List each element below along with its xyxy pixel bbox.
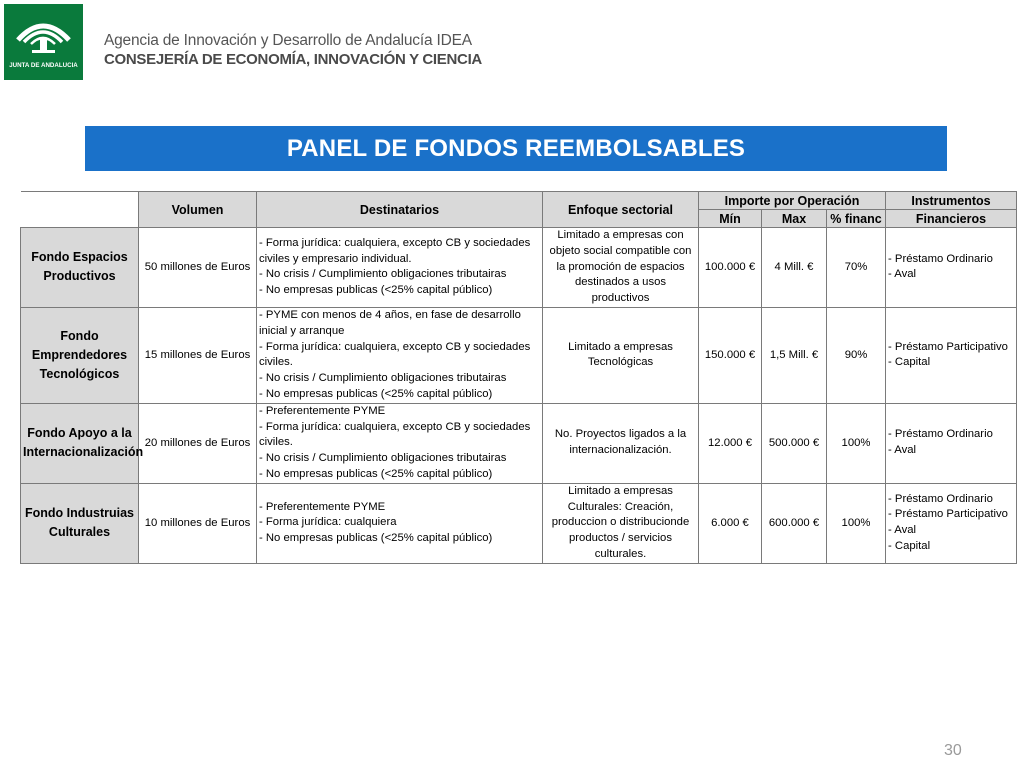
funds-table [20, 191, 1017, 564]
instrument-line: - Préstamo Participativo [888, 508, 1008, 521]
fund-financing: 90% [827, 307, 886, 403]
fund-sector: No. Proyectos ligados a la internacionalización. [543, 403, 699, 483]
header-importe: Importe por Operación [699, 192, 886, 210]
svg-text:JUNTA DE ANDALUCIA: JUNTA DE ANDALUCIA [9, 62, 78, 69]
fund-instruments [886, 228, 1017, 308]
fund-name: Fondo Espacios Productivos [21, 228, 139, 308]
page-number: 30 [944, 742, 962, 759]
fund-instruments [886, 307, 1017, 403]
fund-max: 500.000 € [762, 403, 827, 483]
fund-volume: 50 millones de Euros [139, 228, 257, 308]
fund-instruments [886, 483, 1017, 563]
fund-sector: Limitado a empresas Tecnológicas [543, 307, 699, 403]
fund-name: Fondo Apoyo a la Internacionalización [21, 403, 139, 483]
recipient-line: - No empresas publicas (<25% capital público) [259, 532, 493, 545]
recipient-line: - No empresas publicas (<25% capital público) [259, 284, 493, 297]
fund-volume: 15 millones de Euros [139, 307, 257, 403]
instrument-line: - Aval [888, 268, 917, 281]
instrument-line: - Capital [888, 356, 931, 369]
fund-min: 150.000 € [699, 307, 762, 403]
recipient-line: - No crisis / Cumplimiento obligaciones tributairas [259, 452, 507, 465]
instrument-line: - Préstamo Ordinario [888, 492, 993, 505]
recipient-line: - No crisis / Cumplimiento obligaciones tributairas [259, 268, 507, 281]
instrument-line: - Préstamo Ordinario [888, 252, 993, 265]
instrument-line: - Préstamo Ordinario [888, 428, 993, 441]
fund-max: 4 Mill. € [762, 228, 827, 308]
fund-volume: 10 millones de Euros [139, 483, 257, 563]
header-max: Max [762, 210, 827, 228]
fund-min: 6.000 € [699, 483, 762, 563]
fund-name: Fondo Industruias Culturales [21, 483, 139, 563]
instrument-line: - Capital [888, 540, 931, 553]
ministry-name: CONSEJERÍA DE ECONOMÍA, INNOVACIÓN Y CIENCIA [104, 51, 482, 68]
header-financ: % financ [827, 210, 886, 228]
fund-sector: Limitado a empresas con objeto social compatible con la promoción de espacios destinados a usos productivos [543, 228, 699, 308]
header-enfoque: Enfoque sectorial [543, 192, 699, 228]
fund-max: 600.000 € [762, 483, 827, 563]
page-title: PANEL DE FONDOS REEMBOLSABLES [85, 126, 947, 171]
junta-logo-emblem-icon [4, 4, 83, 80]
fund-instruments [886, 403, 1017, 483]
table-row [21, 228, 1017, 308]
header-financieros: Financieros [886, 210, 1017, 228]
fund-volume: 20 millones de Euros [139, 403, 257, 483]
recipient-line: - PYME con menos de 4 años, en fase de desarrollo inicial y arranque [259, 308, 521, 337]
fund-sector: Limitado a empresas Culturales: Creación, produccion o distribucionde productos / servicios culturales. [543, 483, 699, 563]
organization-header [104, 32, 482, 70]
fund-recipients [257, 483, 543, 563]
fund-max: 1,5 Mill. € [762, 307, 827, 403]
recipient-line: - Forma jurídica: cualquiera [259, 516, 397, 529]
table-row [21, 483, 1017, 563]
recipient-line: - No empresas publicas (<25% capital público) [259, 387, 493, 400]
junta-de-andalucia-logo [4, 4, 83, 80]
recipient-line: - Forma jurídica: cualquiera, excepto CB y sociedades civiles y empresario individual. [259, 236, 531, 265]
table-row [21, 307, 1017, 403]
recipient-line: - Preferentemente PYME [259, 404, 386, 417]
recipient-line: - Preferentemente PYME [259, 500, 386, 513]
table-row [21, 403, 1017, 483]
recipient-line: - Forma jurídica: cualquiera, excepto CB y sociedades civiles. [259, 420, 531, 449]
recipient-line: - No crisis / Cumplimiento obligaciones tributairas [259, 372, 507, 385]
fund-recipients [257, 307, 543, 403]
instrument-line: - Aval [888, 524, 917, 537]
header-instrumentos: Instrumentos [886, 192, 1017, 210]
fund-min: 100.000 € [699, 228, 762, 308]
instrument-line: - Préstamo Participativo [888, 340, 1008, 353]
fund-recipients [257, 228, 543, 308]
header-destinatarios: Destinatarios [257, 192, 543, 228]
fund-recipients [257, 403, 543, 483]
fund-financing: 100% [827, 403, 886, 483]
instrument-line: - Aval [888, 444, 917, 457]
table-corner [21, 192, 139, 228]
fund-financing: 70% [827, 228, 886, 308]
fund-min: 12.000 € [699, 403, 762, 483]
recipient-line: - Forma jurídica: cualquiera, excepto CB y sociedades civiles. [259, 340, 531, 369]
fund-name: Fondo Emprendedores Tecnológicos [21, 307, 139, 403]
header-min: Mín [699, 210, 762, 228]
recipient-line: - No empresas publicas (<25% capital público) [259, 467, 493, 480]
agency-name: Agencia de Innovación y Desarrollo de Andalucía IDEA [104, 32, 472, 49]
header-volumen: Volumen [139, 192, 257, 228]
fund-financing: 100% [827, 483, 886, 563]
